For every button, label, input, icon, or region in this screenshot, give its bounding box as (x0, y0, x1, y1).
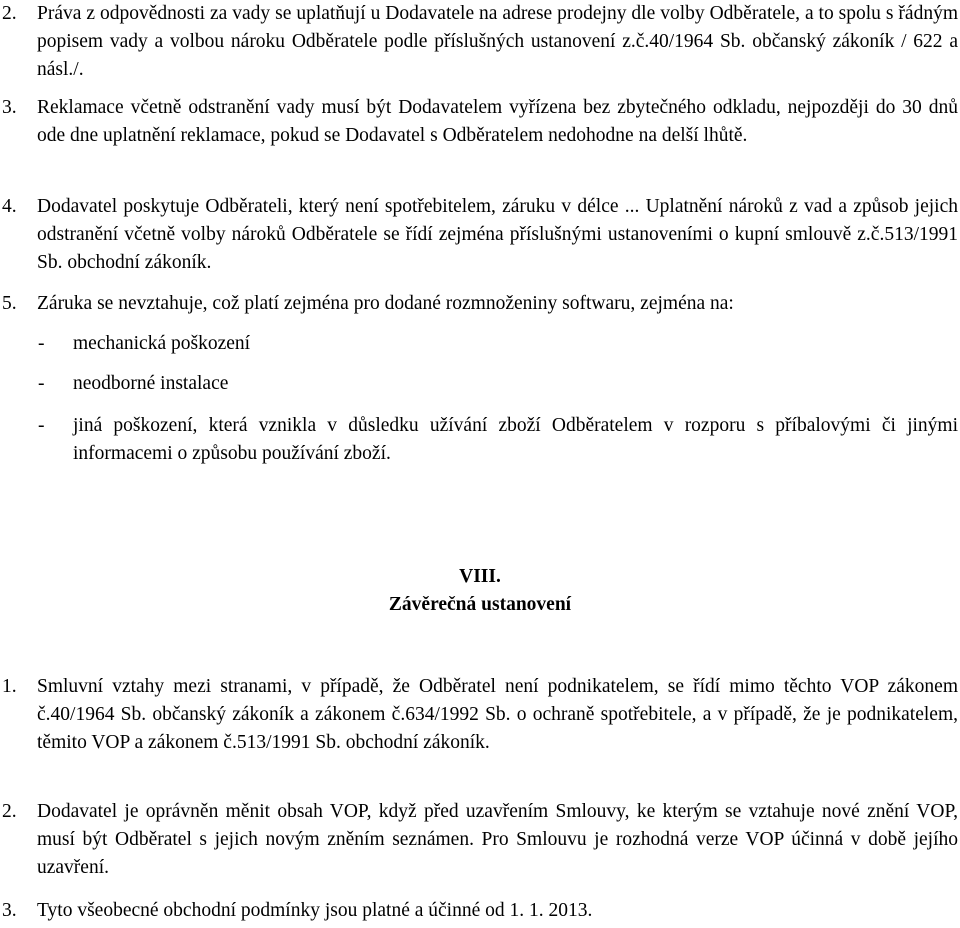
section-title: Závěrečná ustanovení (388, 594, 572, 615)
clause-text: Reklamace včetně odstranění vady musí být Dodavatelem vyřízena bez zbytečného odkladu, nejpozději do 30 dnů ode dne uplatnění reklamace, pokud se Dodavatel s Odběratelem nedohodne na delší lhůtě. (37, 97, 958, 146)
list-item-text: jiná poškození, která vznikla v důsledku užívání zboží Odběratelem v rozporu s příbalovými či jinými informacemi o způsobu používání zboží. (73, 415, 958, 464)
clause-text: Práva z odpovědnosti za vady se uplatňují u Dodavatele na adrese prodejny dle volby Odběratele, a to spolu s řádným popisem vady a volbou nároku Odběratele podle příslušných ustanovení z.č.40/1964 Sb. občanský zákoník / 622 a násl./. (37, 3, 958, 80)
list-item (0, 330, 958, 358)
clause-text: Dodavatel poskytuje Odběrateli, který není spotřebitelem, záruku v délce ... Uplatnění nároků z vad a způsob jejich odstranění včetně volby nároků Odběratele se řídí zejména příslušnými ustanoveními o kupní smlouvě z.č.513/1991 Sb. obchodní zákoník. (37, 196, 958, 273)
list-item (0, 412, 958, 468)
list-item-text: neodborné instalace (73, 373, 229, 394)
final-clause-1 (0, 673, 958, 757)
clause-text: Tyto všeobecné obchodní podmínky jsou platné a účinné od 1. 1. 2013. (37, 900, 593, 921)
dash-bullet: - (38, 415, 45, 436)
list-item (0, 370, 958, 398)
clause-4 (0, 193, 958, 277)
clause-number: 1. (2, 676, 17, 697)
clause-2 (0, 0, 958, 84)
clause-text: Záruka se nevztahuje, což platí zejména pro dodané rozmnoženiny softwaru, zejména na: (37, 293, 734, 314)
clause-number: 3. (2, 97, 17, 118)
clause-number: 4. (2, 196, 17, 217)
list-item-text: mechanická poškození (73, 333, 251, 354)
clause-number: 2. (2, 801, 17, 822)
clause-text: Dodavatel je oprávněn měnit obsah VOP, když před uzavřením Smlouvy, ke kterým se vztahuje nové znění VOP, musí být Odběratel s jejich novým zněním seznámen. Pro Smlouvu je rozhodná verze VOP účinná v době jejího uzavření. (37, 801, 958, 878)
clause-3 (0, 94, 958, 150)
clause-number: 5. (2, 293, 17, 314)
final-clause-2 (0, 798, 958, 882)
section-number: VIII. (459, 566, 501, 587)
final-clause-3 (0, 897, 958, 925)
dash-bullet: - (38, 373, 45, 394)
clause-number: 3. (2, 900, 17, 921)
dash-bullet: - (38, 333, 45, 354)
clause-text: Smluvní vztahy mezi stranami, v případě, že Odběratel není podnikatelem, se řídí mimo těchto VOP zákonem č.40/1964 Sb. občanský zákoník a zákonem č.634/1992 Sb. o ochraně spotřebitele, a v případě, že je podnikatelem, těmito VOP a zákonem č.513/1991 Sb. obchodní zákoník. (37, 676, 958, 753)
clause-5 (0, 290, 958, 318)
clause-number: 2. (2, 3, 17, 24)
